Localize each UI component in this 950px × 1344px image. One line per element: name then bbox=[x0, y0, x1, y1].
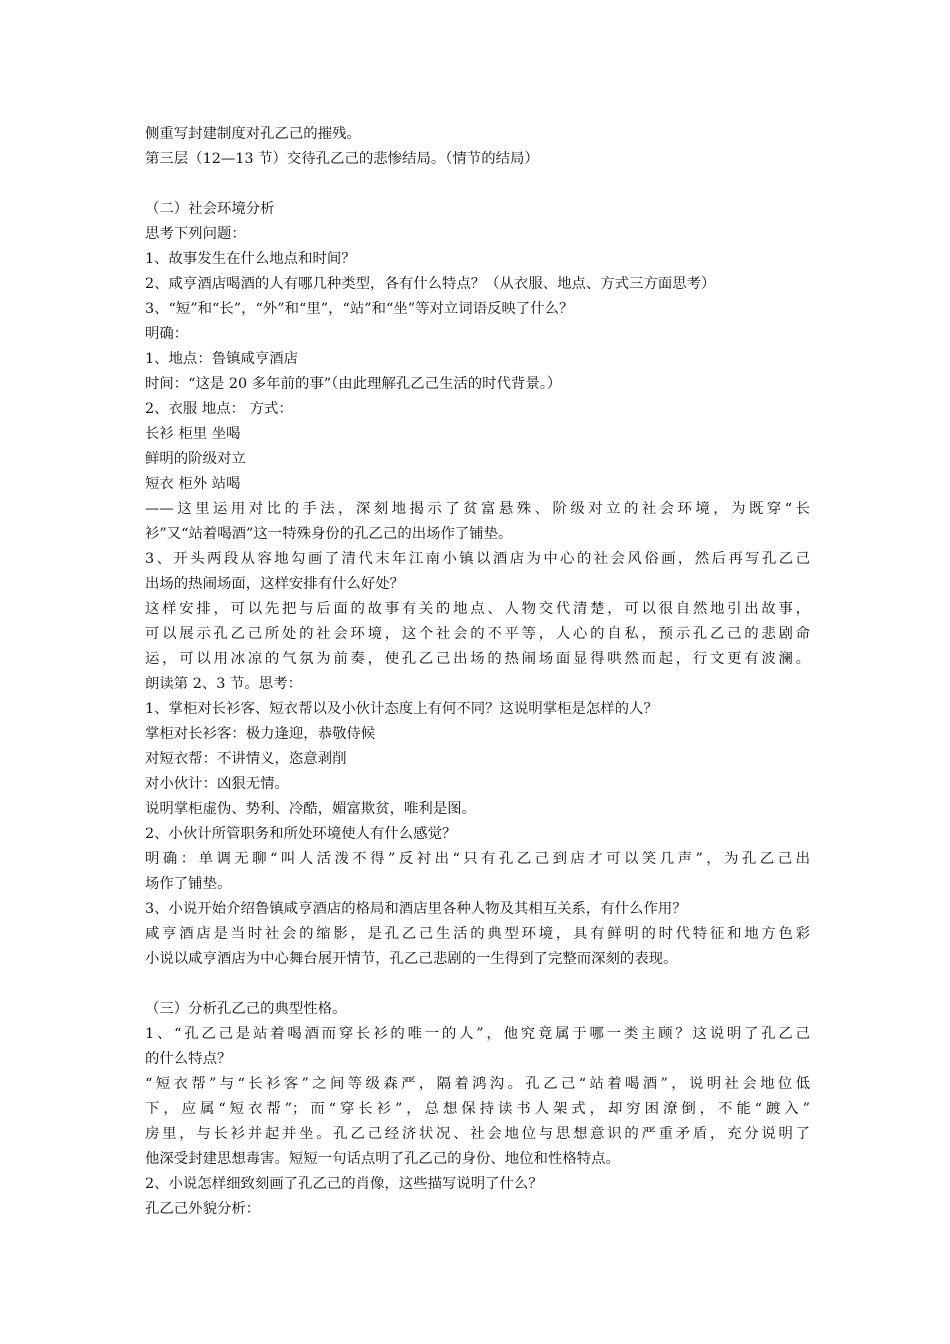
text-line: 短衣 柜外 站喝 bbox=[145, 476, 241, 492]
text-line: 可以展示孔乙己所处的社会环境，这个社会的不平等，人心的自私，预示孔乙己的悲剧命 bbox=[145, 626, 810, 642]
text-line: 这样安排，可以先把与后面的故事有关的地点、人物交代清楚，可以很自然地引出故事， bbox=[145, 601, 810, 617]
blank-line bbox=[145, 172, 810, 197]
text-line: 掌柜对长衫客：极力逢迎，恭敬侍候 bbox=[145, 726, 376, 742]
text-line: 小说以咸亨酒店为中心舞台展开情节，孔乙己悲剧的一生得到了完整而深刻的表现。 bbox=[145, 951, 678, 967]
text-line: 衫”又“站着喝酒”这一特殊身份的孔乙己的出场作了铺垫。 bbox=[145, 526, 513, 542]
text-line: 1、故事发生在什么地点和时间？ bbox=[145, 251, 356, 267]
text-line: 孔乙己外貌分析： bbox=[145, 1201, 261, 1217]
text-line: 的什么特点？ bbox=[145, 1051, 232, 1067]
text-line: 房里，与长衫并起并坐。孔乙己经济状况、社会地位与思想意识的严重矛盾，充分说明了 bbox=[145, 1126, 810, 1142]
text-line: 3、“短”和“长”，“外”和“里”，“站”和“坐”等对立词语反映了什么？ bbox=[145, 301, 574, 317]
text-line: 明确：单调无聊“叫人活泼不得”反衬出“只有孔乙己到店才可以笑几声”，为孔乙己出 bbox=[145, 851, 810, 867]
text-line: （三）分析孔乙己的典型性格。 bbox=[145, 1001, 347, 1017]
text-line: 他深受封建思想毒害。短短一句话点明了孔乙己的身份、地位和性格特点。 bbox=[145, 1151, 620, 1167]
text-line: 思考下列问题： bbox=[145, 226, 246, 242]
text-line: 1、地点：鲁镇咸亨酒店 bbox=[145, 351, 299, 367]
text-line: ——这里运用对比的手法，深刻地揭示了贫富悬殊、阶级对立的社会环境，为既穿“长 bbox=[145, 501, 810, 517]
text-line: 场作了铺垫。 bbox=[145, 876, 232, 892]
text-line: 1、掌柜对长衫客、短衣帮以及小伙计态度上有何不同？这说明掌柜是怎样的人？ bbox=[145, 701, 658, 717]
blank-line bbox=[145, 972, 810, 997]
text-line: 咸亨酒店是当时社会的缩影，是孔乙己生活的典型环境，具有鲜明的时代特征和地方色彩 bbox=[145, 926, 810, 942]
text-line: 鲜明的阶级对立 bbox=[145, 451, 246, 467]
text-line: （二）社会环境分析 bbox=[145, 201, 275, 217]
text-line: 朗读第 2、3 节。思考： bbox=[145, 676, 302, 692]
text-line: 侧重写封建制度对孔乙己的摧残。 bbox=[145, 126, 361, 142]
text-line: 对小伙计：凶狠无情。 bbox=[145, 776, 289, 792]
text-line: 1、“孔乙己是站着喝酒而穿长衫的唯一的人”，他究竟属于哪一类主顾？这说明了孔乙己 bbox=[145, 1026, 810, 1042]
text-line: 说明掌柜虚伪、势利、冷酷，媚富欺贫，唯利是图。 bbox=[145, 801, 476, 817]
text-line: 2、小说怎样细致刻画了孔乙己的肖像，这些描写说明了什么？ bbox=[145, 1176, 543, 1192]
text-line: 下，应属“短衣帮”；而“穿长衫”，总想保持读书人架式，却穷困潦倒，不能“踱入” bbox=[145, 1101, 810, 1117]
text-line: “短衣帮”与“长衫客”之间等级森严，隔着鸿沟。孔乙己“站着喝酒”，说明社会地位低 bbox=[145, 1076, 810, 1092]
text-line: 出场的热闹场面，这样安排有什么好处？ bbox=[145, 576, 405, 592]
text-line: 长衫 柜里 坐喝 bbox=[145, 426, 241, 442]
text-line: 对短衣帮：不讲情义，恣意剥削 bbox=[145, 751, 347, 767]
text-line: 明确： bbox=[145, 326, 189, 342]
text-line: 2、小伙计所管职务和所处环境使人有什么感觉？ bbox=[145, 826, 457, 842]
text-line: 第三层（12—13 节）交待孔乙己的悲惨结局。（情节的结局） bbox=[145, 151, 539, 167]
document-page bbox=[145, 122, 810, 1222]
text-line: 3、小说开始介绍鲁镇咸亨酒店的格局和酒店里各种人物及其相互关系，有什么作用？ bbox=[145, 901, 687, 917]
text-line: 运，可以用冰凉的气氛为前奏，使孔乙己出场的热闹场面显得哄然而起，行文更有波澜。 bbox=[145, 651, 810, 667]
text-line: 时间：“这是 20 多年前的事”（由此理解孔乙己生活的时代背景。） bbox=[145, 376, 562, 392]
text-line: 2、衣服 地点： 方式： bbox=[145, 401, 293, 417]
text-line: 2、咸亨酒店喝酒的人有哪几种类型，各有什么特点？（从衣服、地点、方式三方面思考） bbox=[145, 276, 716, 292]
text-line: 3、开头两段从容地勾画了清代末年江南小镇以酒店为中心的社会风俗画，然后再写孔乙己 bbox=[145, 551, 810, 567]
